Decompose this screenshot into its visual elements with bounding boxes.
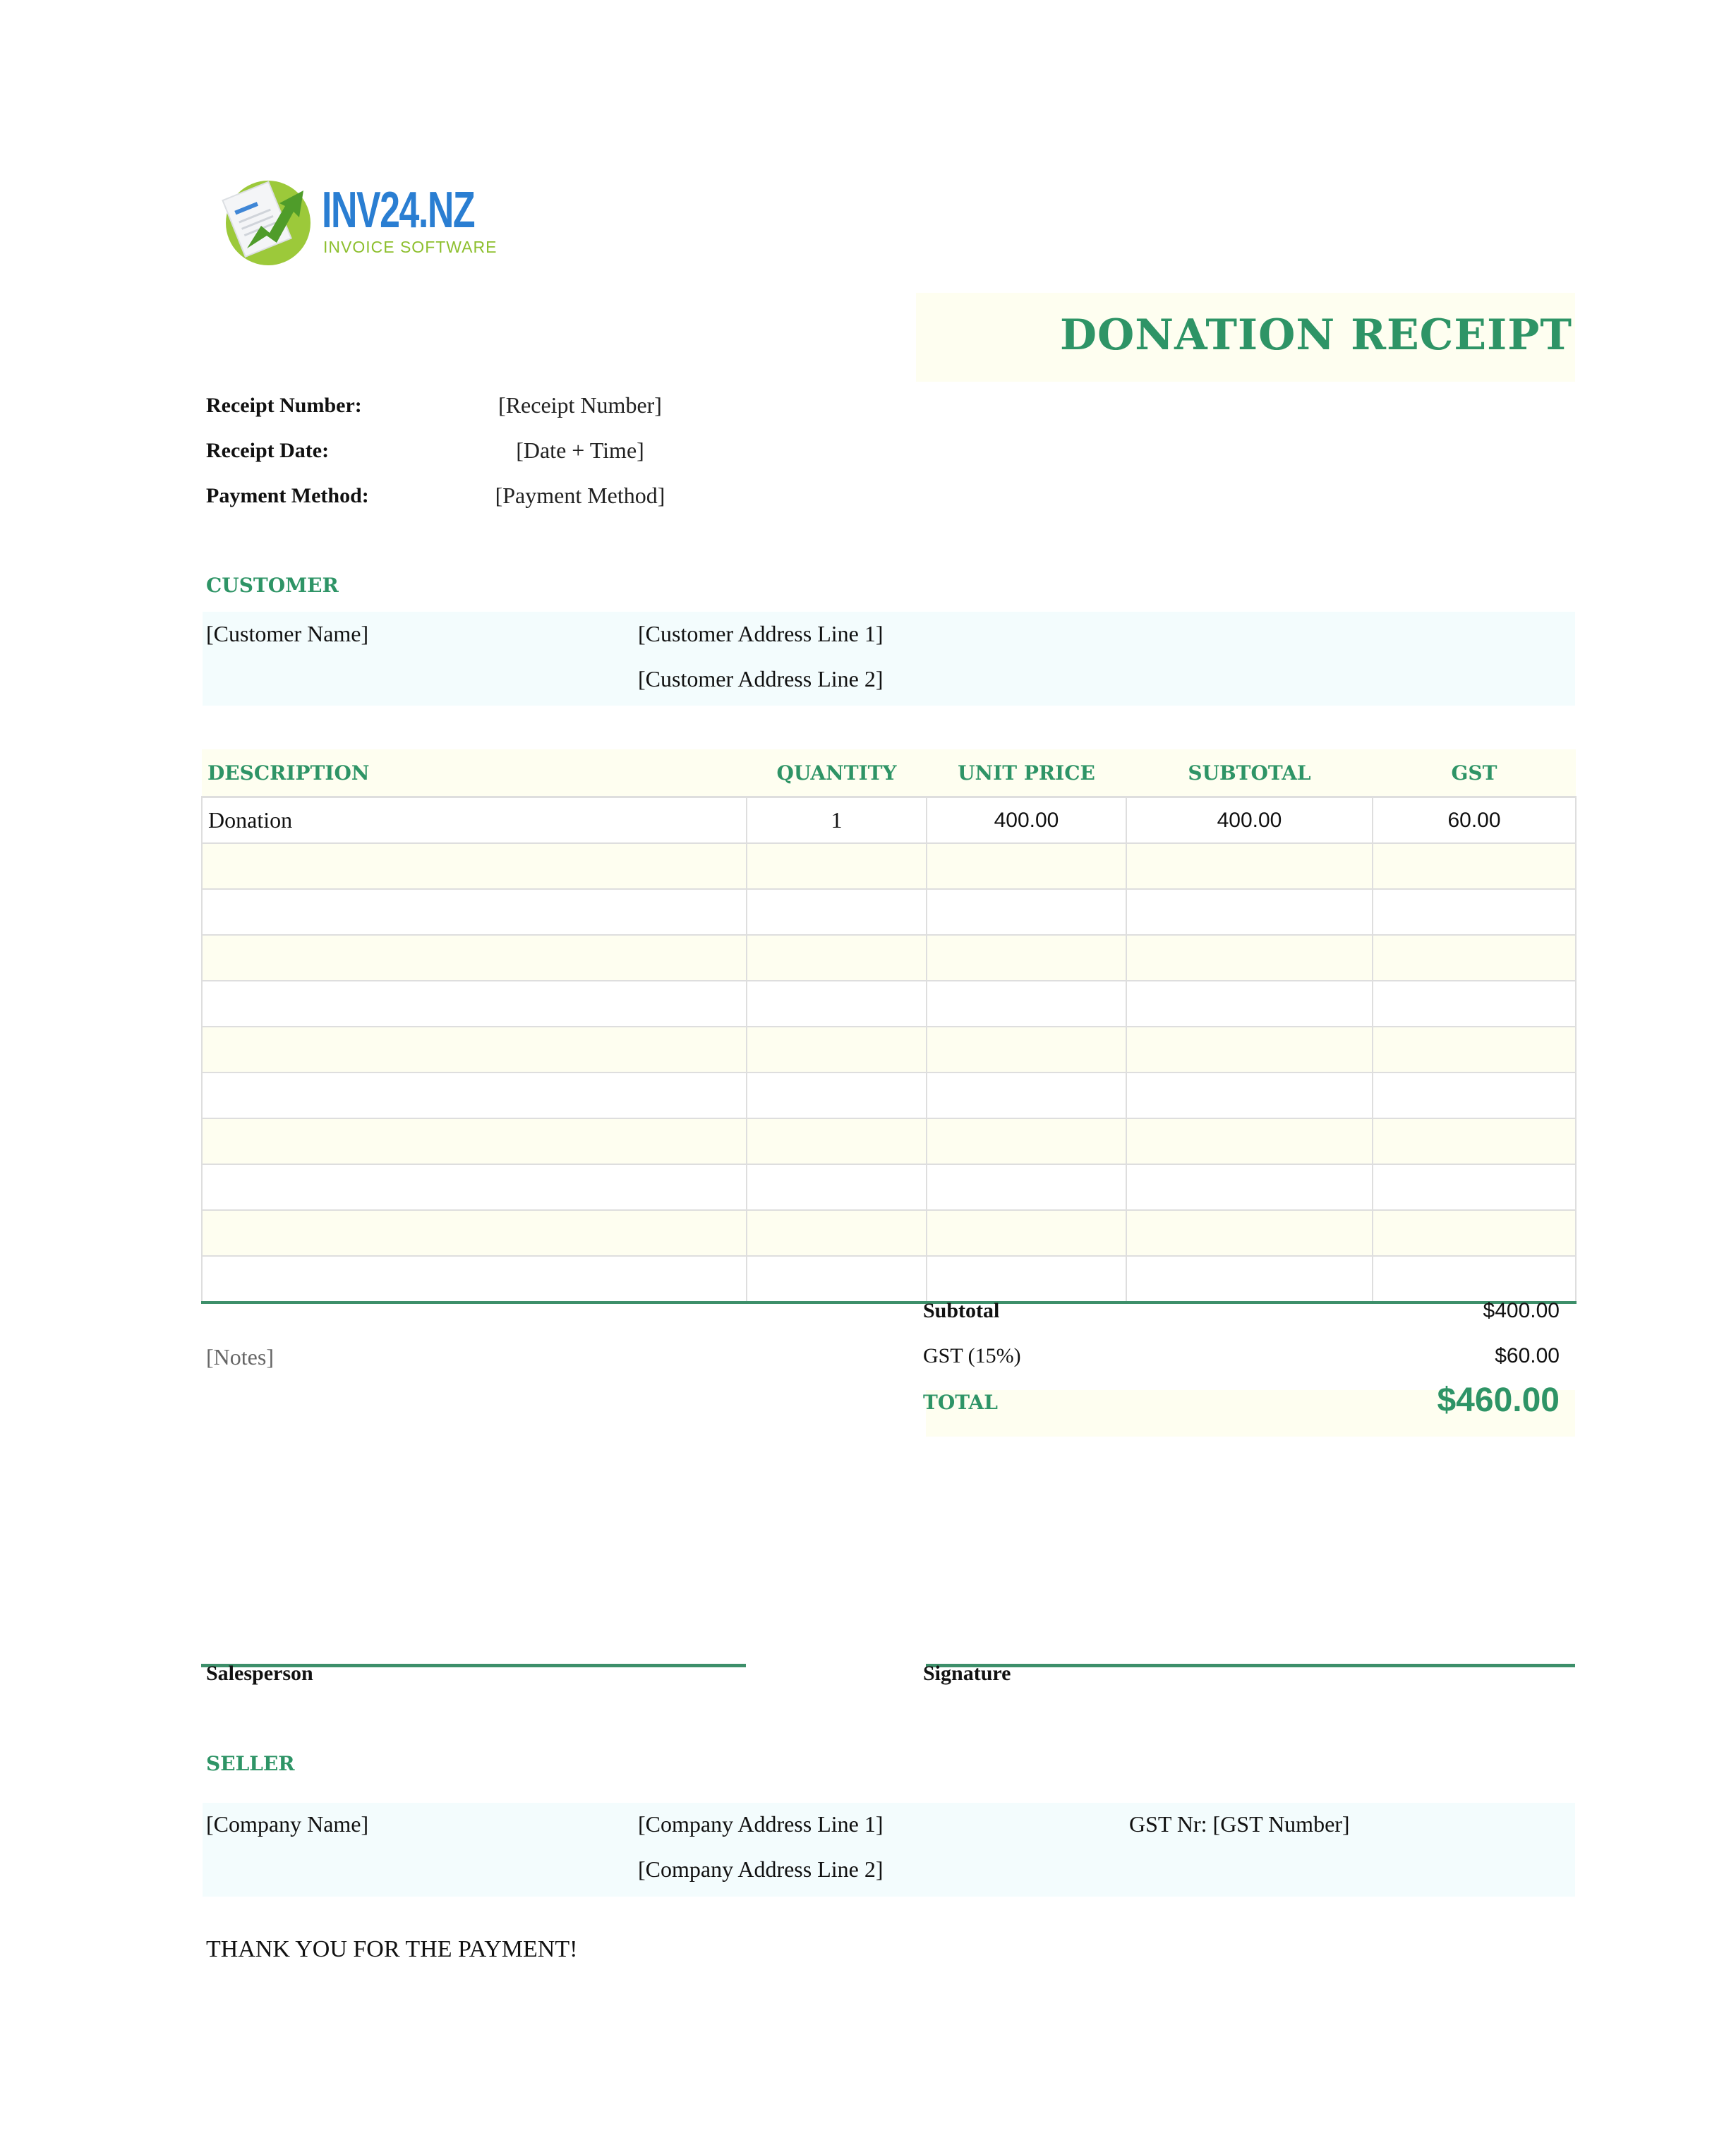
cell-description <box>202 981 747 1027</box>
cell-gst <box>1373 1118 1576 1164</box>
seller-heading: SELLER <box>206 1752 295 1775</box>
receipt-number-label: Receipt Number: <box>206 394 362 417</box>
cell-gst <box>1373 1210 1576 1256</box>
payment-method-value: [Payment Method] <box>495 483 665 508</box>
cell-description <box>202 1164 747 1210</box>
column-header-unit-price: UNIT PRICE <box>927 749 1126 797</box>
company-address-line-1: [Company Address Line 1] <box>638 1811 884 1837</box>
cell-unit-price: 400.00 <box>927 797 1126 844</box>
cell-subtotal: 400.00 <box>1126 797 1373 844</box>
thank-you-message: THANK YOU FOR THE PAYMENT! <box>206 1936 578 1962</box>
cell-description <box>202 1210 747 1256</box>
salesperson-label: Salesperson <box>206 1662 313 1685</box>
customer-name: [Customer Name] <box>206 621 369 646</box>
cell-subtotal <box>1126 889 1373 935</box>
customer-address-line-2: [Customer Address Line 2] <box>638 666 884 691</box>
cell-description <box>202 843 747 889</box>
cell-unit-price <box>927 889 1126 935</box>
document-title: DONATION RECEIPT <box>1059 310 1572 360</box>
cell-quantity <box>747 1072 927 1118</box>
payment-method-label: Payment Method: <box>206 484 369 507</box>
cell-gst <box>1373 1072 1576 1118</box>
column-header-quantity: QUANTITY <box>747 749 927 797</box>
customer-address-line-1: [Customer Address Line 1] <box>638 621 884 646</box>
cell-unit-price <box>927 1210 1126 1256</box>
company-name: [Company Name] <box>206 1811 369 1837</box>
cell-quantity <box>747 1027 927 1072</box>
table-row <box>202 1072 1576 1118</box>
company-address-line-2: [Company Address Line 2] <box>638 1856 884 1882</box>
cell-description <box>202 935 747 981</box>
notes: [Notes] <box>206 1344 274 1370</box>
cell-gst <box>1373 981 1576 1027</box>
cell-unit-price <box>927 1164 1126 1210</box>
table-row <box>202 797 1576 844</box>
cell-unit-price <box>927 1256 1126 1303</box>
cell-subtotal <box>1126 1164 1373 1210</box>
logo-icon <box>220 175 312 267</box>
table-row <box>202 981 1576 1027</box>
receipt-date-value: [Date + Time] <box>516 437 644 463</box>
table-row <box>202 1164 1576 1210</box>
cell-subtotal <box>1126 1072 1373 1118</box>
table-row <box>202 1027 1576 1072</box>
cell-gst <box>1373 1027 1576 1072</box>
subtotal-label: Subtotal <box>923 1299 1000 1322</box>
cell-gst <box>1373 935 1576 981</box>
cell-quantity <box>747 889 927 935</box>
cell-description <box>202 1027 747 1072</box>
table-row <box>202 1256 1576 1303</box>
cell-description: Donation <box>202 797 747 844</box>
table-row <box>202 889 1576 935</box>
gst-label: GST (15%) <box>923 1344 1021 1367</box>
total-label: TOTAL <box>923 1391 998 1414</box>
cell-subtotal <box>1126 935 1373 981</box>
cell-gst <box>1373 843 1576 889</box>
cell-description <box>202 889 747 935</box>
cell-gst <box>1373 889 1576 935</box>
signature-label: Signature <box>923 1662 1011 1685</box>
cell-quantity: 1 <box>747 797 927 844</box>
table-row <box>202 1210 1576 1256</box>
subtotal-value: $400.00 <box>1483 1299 1560 1322</box>
cell-quantity <box>747 1118 927 1164</box>
cell-quantity <box>747 981 927 1027</box>
total-value: $460.00 <box>1437 1382 1560 1419</box>
table-row <box>202 843 1576 889</box>
table-row <box>202 935 1576 981</box>
logo-tagline: INVOICE SOFTWARE <box>323 238 498 256</box>
cell-unit-price <box>927 843 1126 889</box>
cell-unit-price <box>927 1118 1126 1164</box>
cell-quantity <box>747 1164 927 1210</box>
cell-description <box>202 1072 747 1118</box>
cell-unit-price <box>927 935 1126 981</box>
cell-subtotal <box>1126 1027 1373 1072</box>
receipt-date-label: Receipt Date: <box>206 439 330 462</box>
cell-unit-price <box>927 981 1126 1027</box>
cell-subtotal <box>1126 1118 1373 1164</box>
receipt-number-value: [Receipt Number] <box>498 392 662 418</box>
customer-box <box>203 612 1575 706</box>
cell-subtotal <box>1126 981 1373 1027</box>
cell-gst <box>1373 1164 1576 1210</box>
cell-gst <box>1373 1256 1576 1303</box>
logo-wordmark: INV24.NZ <box>322 182 475 238</box>
cell-gst: 60.00 <box>1373 797 1576 844</box>
cell-quantity <box>747 1256 927 1303</box>
gst-number: GST Nr: [GST Number] <box>1129 1811 1350 1837</box>
column-header-description: DESCRIPTION <box>202 749 747 797</box>
table-header-row <box>202 749 1576 797</box>
seller-box <box>203 1803 1575 1897</box>
cell-quantity <box>747 935 927 981</box>
cell-subtotal <box>1126 843 1373 889</box>
column-header-subtotal: SUBTOTAL <box>1126 749 1373 797</box>
cell-subtotal <box>1126 1210 1373 1256</box>
cell-subtotal <box>1126 1256 1373 1303</box>
cell-quantity <box>747 1210 927 1256</box>
column-header-gst: GST <box>1373 749 1576 797</box>
cell-description <box>202 1256 747 1303</box>
items-table <box>201 749 1577 1304</box>
cell-unit-price <box>927 1072 1126 1118</box>
cell-description <box>202 1118 747 1164</box>
cell-unit-price <box>927 1027 1126 1072</box>
gst-value: $60.00 <box>1495 1344 1560 1367</box>
signature-line <box>926 1664 1575 1667</box>
table-row <box>202 1118 1576 1164</box>
customer-heading: CUSTOMER <box>206 574 339 597</box>
cell-quantity <box>747 843 927 889</box>
